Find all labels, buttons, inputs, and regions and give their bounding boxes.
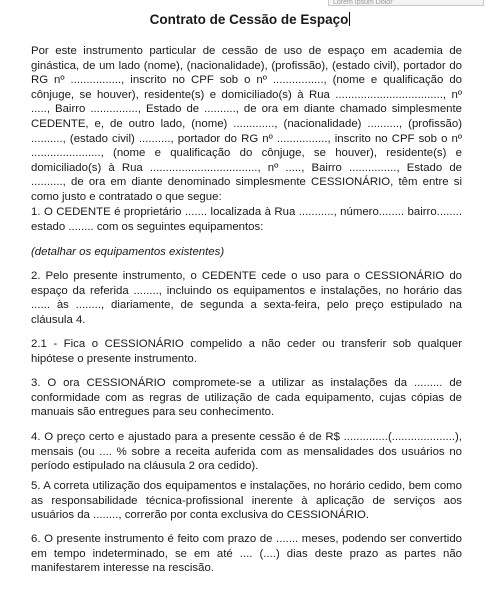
paragraph-equipment-note: (detalhar os equipamentos existentes) <box>31 246 225 258</box>
paragraph-clause-2: 2. Pelo presente instrumento, o CEDENTE cede o uso para o CESSIONÁRIO do espaço da referida ........, incluindo os equipamentos e instalações, no horário das ...... às ........, diariamente, de segunda a sexta-feira, pelo preço estipulado na cláusula 4. <box>31 270 462 326</box>
text-cursor <box>349 12 350 26</box>
paragraph-clause-2-1: 2.1 - Fica o CESSIONÁRIO compelido a não ceder ou transferir sob qualquer hipótese o presente instrumento. <box>31 338 462 365</box>
top-overlay-text: Lorem Ipsum Dolor <box>333 0 393 6</box>
paragraph-clause-6: 6. O presente instrumento é feito com prazo de ....... meses, podendo ser convertido em tempo indeterminado, se em até .... (....) dias deste prazo as partes não manifestarem interesse na rescisão. <box>31 533 462 575</box>
paragraph-clause-1: 1. O CEDENTE é proprietário ....... localizada à Rua ..........., número........ bairro........ estado ........ com os seguintes equipamentos: <box>31 206 462 233</box>
document-title-line[interactable] <box>0 11 500 29</box>
paragraph-preamble: Por este instrumento particular de cessão de uso de espaço em academia de ginástica, de um lado (nome), (nacionalidade), (profissão), (estado civil), portador do RG nº ................, inscrito no CPF sob o nº ................, (nome e qualificação do cônjuge, se houver), residente(s) e domiciliado(s) à Rua .................................., nº ....., Bairro ..............., Estado de .........., de ora em diante chamado simplesmente CEDENTE, e, de outro lado, (nome) ............., (nacionalidade) .........., (profissão) .........., (estado civil) .........., portador do RG nº ................, inscrito no CPF sob o nº ......................, (nome e qualificação do cônjuge, se houver), residente(s) e domiciliado(s) à Rua .................................., nº ....., Bairro ..............., Estado de .........., de ora em diante denominado simplesmente CESSIONÁRIO, têm entre si como justo e contratado o que segue: <box>31 45 462 203</box>
paragraph-clause-4: 4. O preço certo e ajustado para a presente cessão é de R$ ..............(....................), mensais (ou .... % sobre a receita auferida com as mensalidades dos usuários no período estipulado na cláusula 2 ora cedido). <box>31 431 462 473</box>
paragraph-clause-5: 5. A correta utilização dos equipamentos e instalações, no horário cedido, bem como as responsabilidade técnica-profissional inerente à aplicação de serviços aos usuários da ........, correrão por conta exclusiva do CESSIONÁRIO. <box>31 480 462 522</box>
document-title: Contrato de Cessão de Espaço <box>149 12 349 27</box>
paragraph-clause-3: 3. O ora CESSIONÁRIO compromete-se a utilizar as instalações da ......... de conformidade com as regras de utilização de cada equipamento, cujas cópias de manuais são entregues para seu conhecimento. <box>31 377 462 419</box>
